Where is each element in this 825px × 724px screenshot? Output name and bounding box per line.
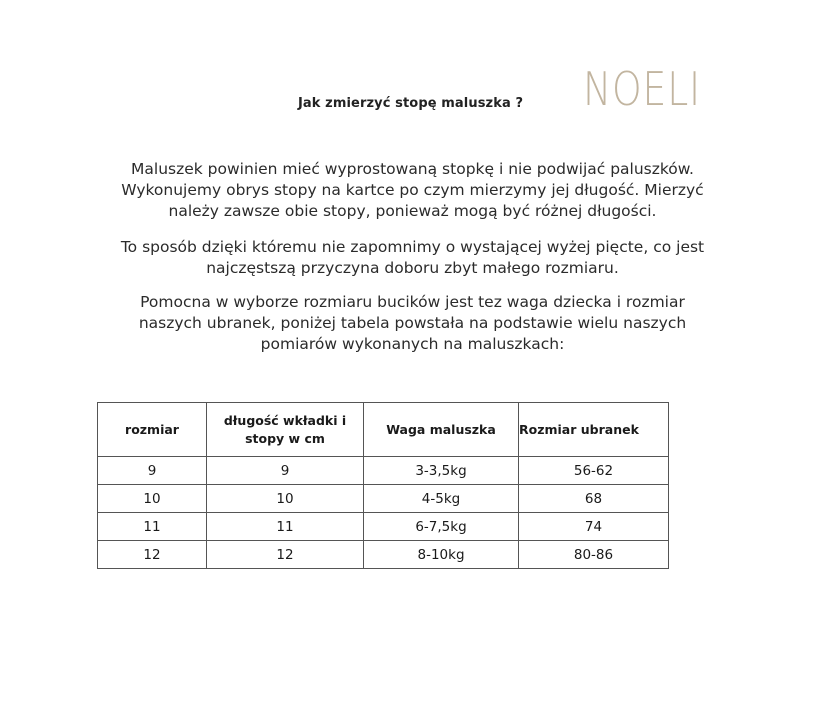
cell-weight: 6-7,5kg bbox=[364, 513, 519, 541]
paragraph-heel-tip bbox=[100, 237, 725, 279]
page-heading: Jak zmierzyć stopę maluszka ? bbox=[298, 96, 524, 111]
header-insole-length-line2: stopy w cm bbox=[245, 430, 325, 446]
table-row bbox=[98, 485, 669, 513]
cell-clothing-size: 56-62 bbox=[519, 457, 669, 485]
cell-insole-length: 11 bbox=[207, 513, 364, 541]
cell-clothing-size: 74 bbox=[519, 513, 669, 541]
paragraph-line: najczęstszą przyczyna doboru zbyt małego rozmiaru. bbox=[206, 259, 619, 277]
cell-size: 10 bbox=[98, 485, 207, 513]
header-size: rozmiar bbox=[98, 403, 207, 457]
header-baby-weight: Waga maluszka bbox=[364, 403, 519, 457]
cell-size: 11 bbox=[98, 513, 207, 541]
paragraph-line: naszych ubranek, poniżej tabela powstała na podstawie wielu naszych bbox=[138, 314, 687, 332]
paragraph-line: To sposób dzięki któremu nie zapomnimy o wystającej wyżej pięcte, co jest bbox=[120, 238, 705, 256]
paragraph-line: Wykonujemy obrys stopy na kartce po czym mierzymy jej długość. Mierzyć bbox=[121, 181, 704, 199]
paragraph-line: pomiarów wykonanych na maluszkach: bbox=[260, 335, 565, 353]
paragraph-line: Maluszek powinien mieć wyprostowaną stopkę i nie podwijać paluszków. bbox=[131, 160, 694, 178]
table-row bbox=[98, 541, 669, 569]
header-insole-length-line1: długość wkładki i bbox=[223, 412, 347, 428]
cell-clothing-size: 68 bbox=[519, 485, 669, 513]
cell-size: 9 bbox=[98, 457, 207, 485]
table-row bbox=[98, 457, 669, 485]
cell-clothing-size: 80-86 bbox=[519, 541, 669, 569]
paragraph-measure-foot bbox=[100, 159, 725, 222]
paragraph-line: należy zawsze obie stopy, ponieważ mogą być różnej długości. bbox=[168, 202, 657, 220]
header-clothing-size: Rozmiar ubranek bbox=[519, 403, 669, 457]
cell-weight: 3-3,5kg bbox=[364, 457, 519, 485]
cell-weight: 4-5kg bbox=[364, 485, 519, 513]
noeli-logo: NOELI bbox=[583, 62, 701, 116]
cell-size: 12 bbox=[98, 541, 207, 569]
size-table bbox=[97, 402, 669, 569]
paragraph-weight-size bbox=[100, 292, 725, 355]
cell-insole-length: 10 bbox=[207, 485, 364, 513]
table-header-row bbox=[98, 403, 669, 457]
paragraph-line: Pomocna w wyborze rozmiaru bucików jest tez waga dziecka i rozmiar bbox=[140, 293, 685, 311]
header-insole-length bbox=[207, 403, 364, 457]
table-row bbox=[98, 513, 669, 541]
cell-insole-length: 9 bbox=[207, 457, 364, 485]
cell-insole-length: 12 bbox=[207, 541, 364, 569]
cell-weight: 8-10kg bbox=[364, 541, 519, 569]
